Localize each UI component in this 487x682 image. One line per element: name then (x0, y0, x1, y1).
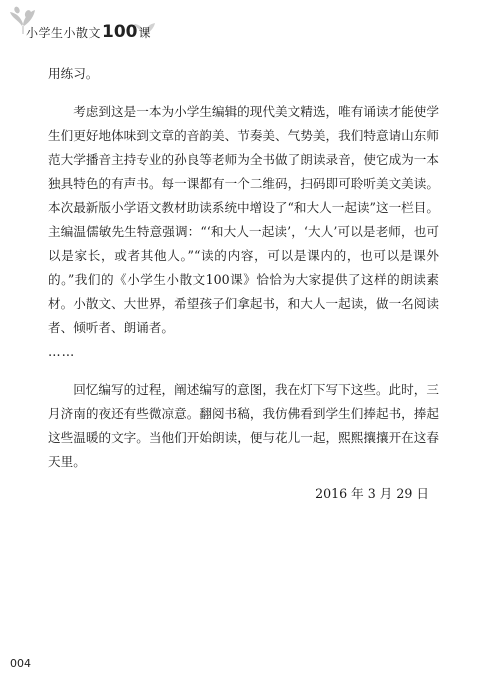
paragraph-continuation: 用练习。 (48, 66, 99, 81)
signature-date: 2016 年 3 月 29 日 (315, 486, 429, 501)
paragraph-recording: 考虑到这是一本为小学生编辑的现代美文精选，唯有诵读才能使学生们更好地体味到文章的音韵美、节奏美、气势美，我们特意请山东师范大学播音主持专业的孙良等老师为全书做了朗读录音，使它成为一本独具特色的有声书。每一课都有一个二维码，扫码即可聆听美文美读。本次最新版小学语文教材助读系统中增设了“和大人一起读”这一栏目。主编温儒敏先生特意强调：“‘和大人一起读’，‘大人’可以是老师，也可以是家长，或者其他人。”“读的内容，可以是课内的，也可以是课外的。”我们的《小学生小散文100课》恰恰为大家提供了这样的朗读素材。小散文、大世界，希望孩子们拿起书，和大人一起读，做一名阅读者、倾听者、朗诵者。 (48, 104, 439, 335)
paragraph-reflection: 回忆编写的过程，阐述编写的意图，我在灯下写下这些。此时，三月济南的夜还有些微凉意。翻阅书稿，我仿佛看到学生们捧起书，捧起这些温暖的文字。当他们开始朗读，便与花儿一起，熙熙攘攘开在这春天里。 (48, 382, 439, 469)
ellipsis-line: …… (48, 344, 76, 359)
book-title-text: 小学生小散文 (26, 26, 102, 40)
page-number: 004 (10, 657, 31, 670)
body-text (48, 62, 439, 474)
book-title (26, 24, 151, 41)
book-title-number: 100 (102, 22, 138, 42)
book-title-tail: 课 (138, 26, 151, 40)
running-header (8, 4, 208, 46)
